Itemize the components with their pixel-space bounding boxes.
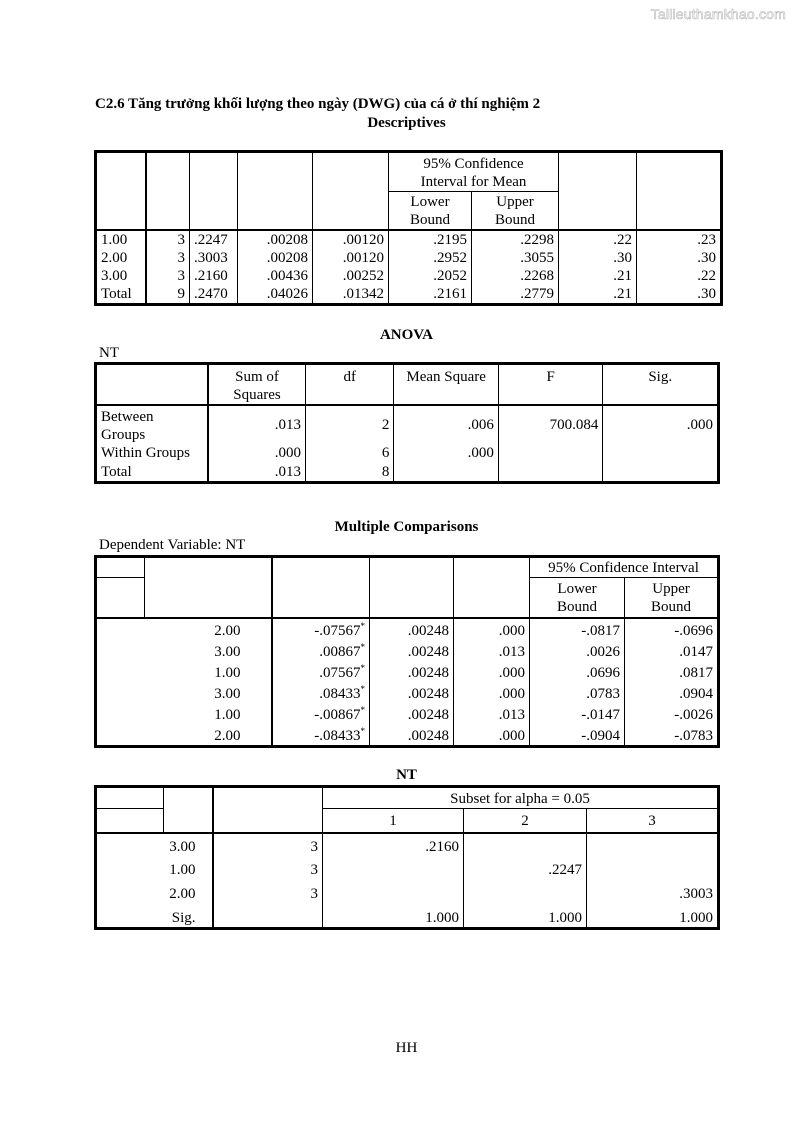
table-row: Within Groups .000 6 .000 [96, 444, 719, 463]
table-row: 1.00 3 .2247 [96, 857, 719, 881]
page-footer: HH [395, 1040, 418, 1056]
ci-mean-header: 95% Confidence Interval for Mean [389, 152, 559, 192]
upper-bound-header: Upper Bound [472, 192, 559, 231]
page-heading: C2.6 Tăng trưởng khối lượng theo ngày (DWG) của cá ở thí nghiệm 2 [95, 96, 541, 112]
anova-dependent-label: NT [99, 345, 119, 361]
watermark: Tailieuthamkhao.com [650, 6, 786, 22]
ci-header: 95% Confidence Interval [530, 557, 719, 578]
table-row: Total .013 8 [96, 463, 719, 483]
table-row: 2.00 -.07567* .00248 .000 -.0817 -.0696 [96, 618, 719, 640]
table-row: 3.00 3 .2160 .00436 .00252 .2052 .2268 .21 .22 [96, 267, 722, 285]
table-row: 2.00 3 .3003 [96, 881, 719, 905]
table-row: Total 9 .2470 .04026 .01342 .2161 .2779 .21 .30 [96, 285, 722, 305]
descriptives-title: Descriptives [367, 115, 446, 131]
anova-table: Sum of Squares df Mean Square F Sig. Between Groups .013 2 .006 700.084 .000 Within Groups .000 6 .000 Total .013 8 [94, 362, 720, 484]
table-row: 2.00 -.08433* .00248 .000 -.0904 -.0783 [96, 724, 719, 747]
multiple-comparisons-title: Multiple Comparisons [334, 519, 479, 535]
table-row: 3.00 .08433* .00248 .000 .0783 .0904 [96, 682, 719, 703]
multiple-comparisons-table: 95% Confidence Interval Lower Bound Upper Bound 2.00 -.07567* .00248 .000 -.0817 -.0696 3.00 .00867* .00248 .013 .0026 .0147 1.00 .07567* .00248 .000 .0696 .0817 3.00 .08433* .00248 .000 .0783 .0904 1.00 -.00867* .00248 .013 -.0147 -.0026 2.00 -.08433* .00248 .000 -.0904 -.0783 [94, 555, 720, 748]
table-row: 1.00 3 .2247 .00208 .00120 .2195 .2298 .22 .23 [96, 230, 722, 249]
table-row: 1.00 -.00867* .00248 .013 -.0147 -.0026 [96, 703, 719, 724]
table-row: 2.00 3 .3003 .00208 .00120 .2952 .3055 .30 .30 [96, 249, 722, 267]
table-row: Between Groups .013 2 .006 700.084 .000 [96, 405, 719, 444]
lower-bound-header: Lower Bound [389, 192, 472, 231]
homogeneous-subsets-table: Subset for alpha = 0.05 1 2 3 3.00 3 .2160 1.00 3 .2247 2.00 3 .3003 Sig. 1.000 1.000 1.000 [94, 785, 720, 930]
homogeneous-title: NT [396, 767, 417, 783]
anova-title: ANOVA [379, 327, 434, 343]
table-row: 1.00 .07567* .00248 .000 .0696 .0817 [96, 661, 719, 682]
descriptives-table [94, 150, 723, 306]
table-row: 3.00 3 .2160 [96, 833, 719, 857]
table-row: Sig. 1.000 1.000 1.000 [96, 905, 719, 929]
multiple-dependent-label: Dependent Variable: NT [99, 537, 246, 553]
table-row: 3.00 .00867* .00248 .013 .0026 .0147 [96, 640, 719, 661]
subset-header: Subset for alpha = 0.05 [323, 787, 719, 809]
